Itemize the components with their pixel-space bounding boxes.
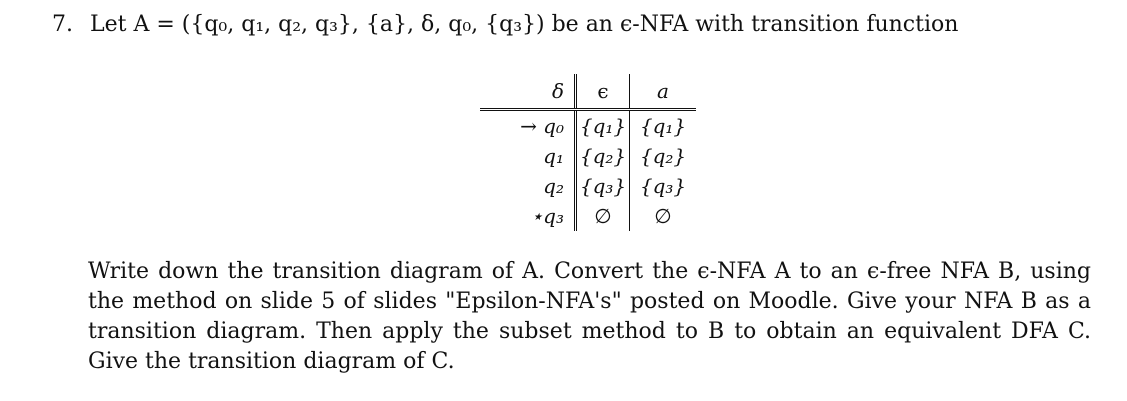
state-cell: ⋆q₃ (530, 204, 564, 228)
epsilon-cell: {q₁} (576, 110, 630, 142)
table-row (480, 141, 696, 171)
a-cell: {q₃} (630, 171, 697, 201)
a-cell: {q₁} (630, 110, 697, 142)
state-cell: → q₀ (520, 114, 564, 138)
table-row (480, 201, 696, 231)
state-cell: q₁ (543, 144, 564, 168)
instructions-paragraph: Write down the transition diagram of A. Convert the ϵ-NFA A to an ϵ-free NFA B, using the method on slide 5 of slides "Epsilon-NFA's" posted on Moodle. Give your NFA B as a transition diagram. Then apply the subset method to B to obtain an equivalent DFA C. Give the transition diagram of C. (88, 259, 1091, 374)
transition-table (480, 74, 696, 231)
a-cell: {q₂} (630, 141, 697, 171)
state-cell: q₂ (543, 174, 564, 198)
problem-statement-line (52, 10, 958, 40)
epsilon-cell: {q₂} (576, 141, 630, 171)
problem-number: 7. (52, 12, 73, 37)
epsilon-cell: ∅ (576, 201, 630, 231)
table-row (480, 110, 696, 142)
a-cell: ∅ (630, 201, 697, 231)
header-a: a (630, 74, 697, 110)
table-row (480, 171, 696, 201)
table-header-row (480, 74, 696, 110)
header-epsilon: ϵ (576, 74, 630, 110)
epsilon-cell: {q₃} (576, 171, 630, 201)
problem-statement: Let A = ({q₀, q₁, q₂, q₃}, {a}, δ, q₀, {q₃}) be an ϵ-NFA with transition function (90, 12, 959, 37)
header-delta: δ (480, 74, 576, 110)
